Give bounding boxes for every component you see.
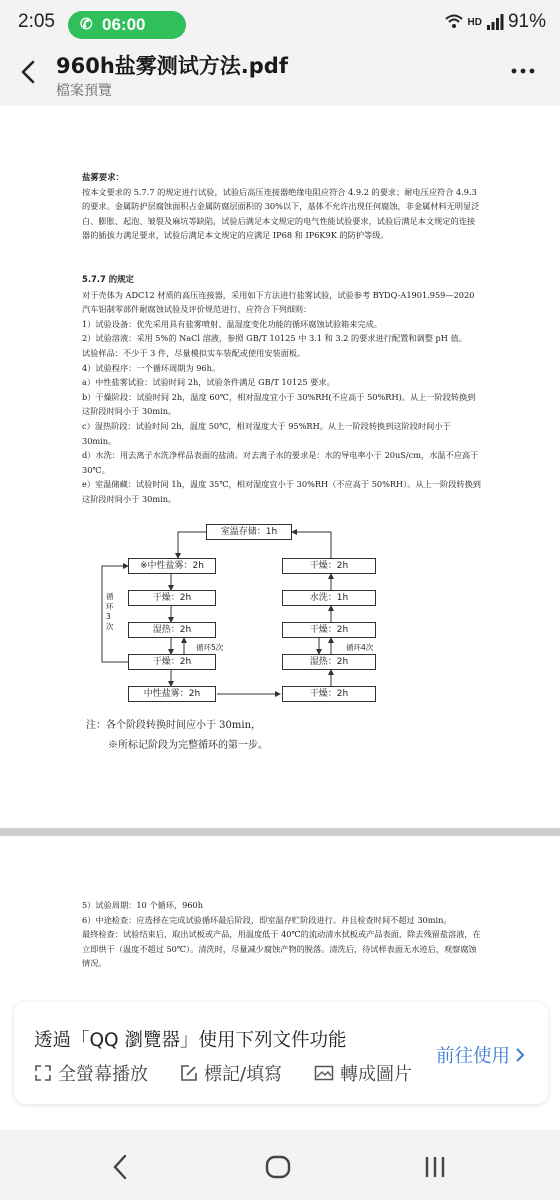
flow-step: 水洗：1h	[282, 590, 376, 606]
chevron-right-icon	[514, 1047, 526, 1063]
loop-label-3: 循 环 3 次	[106, 592, 114, 631]
doc-line: 对于壳体为 ADC12 材质的高压连接器，采用如下方法进行盐雾试验，试验参考 BYDQ-A1901.959—2020 汽车铝制零部件耐腐蚀试验及评价规范进行，应符合下列细则：	[82, 289, 475, 315]
flow-step: 中性盐雾：2h	[128, 686, 216, 702]
feature-label: 轉成圖片	[340, 1064, 412, 1085]
network-type: HD	[467, 16, 482, 28]
doc-line: b）干燥阶段：试验时间 2h，温度 60℃，相对湿度宜小于 30%RH(不应高于 50%RH)。从上一阶段转换到这阶段时间小于 30min。	[82, 391, 476, 417]
qq-browser-promo-banner[interactable]	[14, 1002, 548, 1104]
flow-step: 干燥：2h	[282, 558, 376, 574]
doc-line: 4）试验程序：一个循环周期为 96h。	[82, 362, 221, 373]
feature-to-image	[314, 1060, 412, 1086]
doc-line: 试验样品：不少于 3 件，尽量模拟实车装配或使用安装面板。	[82, 347, 306, 358]
fullscreen-icon	[34, 1064, 52, 1082]
document-page-1[interactable]	[0, 106, 560, 828]
doc-line: 5）试验周期：10 个循环，960h	[82, 900, 204, 910]
doc-line: 2）试验溶液：采用 5%的 NaCl 溶液，参照 GB/T 10125 中 3.1 和 3.2 的要求进行配置和调整 pH 值。	[82, 333, 467, 344]
system-nav-bar	[0, 1130, 560, 1200]
flow-step: 干燥：2h	[128, 654, 216, 670]
feature-annotate	[180, 1060, 282, 1086]
flow-step-room-storage: 室温存储：1h	[206, 524, 292, 540]
wifi-icon	[444, 14, 464, 30]
page-separator	[0, 828, 560, 836]
call-timer: 06:00	[102, 15, 146, 34]
signal-icon	[486, 14, 504, 30]
flow-step: 湿热：2h	[128, 622, 216, 638]
flow-step: ※中性盐雾：2h	[128, 558, 216, 574]
file-subtitle: 檔案預覽	[56, 83, 112, 99]
nav-recents-icon[interactable]	[420, 1152, 450, 1182]
section-heading: 盐雾要求：	[82, 172, 124, 182]
doc-line: d）水洗：用去离子水洗净样品表面的盐渍。对去离子水的要求是：水的导电率小于 20uS/cm，水温不应高于 30℃。	[82, 450, 479, 475]
section-paragraph: 按本文要求的 5.7.7 的规定进行试验，试验后高压连接器绝缘电阻应符合 4.9.2 的要求；耐电压应符合 4.9.3 的要求。金属防护层腐蚀面积占金属防腐层面积的 30%以下，基体不允许出现任何腐蚀，非金属材料无明显泛白、膨胀、起泡、皱裂及麻坑等缺陷，试验后满足本文规定的电气性能试验要求，试验后满足本文规定的连接器的插拔力满足要求，试验后满足本文规定的应满足 IP68 和 IP6K9K 的防护等级。	[82, 186, 480, 241]
nav-back-icon[interactable]	[106, 1152, 136, 1182]
more-options-icon[interactable]	[510, 66, 536, 76]
doc-line: 最终检查：试验结束后，取出试板或产品，用温度低于 40℃的流动清水拭板或产品表面，除去残留盐溶液，在立即烘干（温度不超过 50℃）。清洗时，尽量减少腐蚀产物的脱落。清洗后，待试样表面无水迹后，观察腐蚀情况。	[82, 929, 481, 969]
doc-line: 6）中途检查：应选择在完成试验循环最后阶段，即室温存贮阶段进行。并且检查时间不超过 30min。	[82, 914, 452, 925]
image-icon	[314, 1064, 334, 1082]
doc-line: 1）试验设备：优先采用具有盐雾喷射、温湿度变化功能的循环腐蚀试验箱来完成。	[82, 318, 382, 329]
app-bar	[0, 48, 560, 106]
back-arrow-icon[interactable]	[14, 54, 44, 90]
go-use-button[interactable]	[436, 1042, 526, 1068]
note-line: ※所标记阶段为完整循环的第一步。	[108, 740, 268, 751]
feature-fullscreen	[34, 1060, 148, 1086]
edit-icon	[180, 1064, 198, 1082]
loop-label-5: 循环5次	[196, 643, 224, 652]
go-use-label: 前往使用	[435, 1046, 510, 1067]
ongoing-call-pill[interactable]	[68, 11, 186, 39]
flow-step: 干燥：2h	[282, 622, 376, 638]
feature-label: 標記/填寫	[204, 1064, 283, 1085]
section-heading: 5.7.7 的规定	[82, 274, 134, 284]
nav-home-icon[interactable]	[263, 1152, 293, 1182]
clock: 2:05	[18, 11, 55, 32]
battery-level: 91%	[507, 11, 546, 32]
banner-title: 透過「QQ 瀏覽器」使用下列文件功能	[34, 1030, 347, 1051]
phone-icon: ✆	[80, 16, 93, 33]
flow-step: 湿热：2h	[282, 654, 376, 670]
file-title: 960h盐雾测试方法.pdf	[56, 54, 288, 78]
flowchart-connectors	[0, 106, 560, 828]
flow-step: 干燥：2h	[282, 686, 376, 702]
flow-step: 干燥：2h	[128, 590, 216, 606]
status-bar	[0, 0, 560, 48]
loop-label-4: 循环4次	[346, 643, 374, 652]
doc-line: c）湿热阶段：试验时间 2h，温度 50℃，相对湿度大于 95%RH。从上一阶段转换到这阶段时间小于 30min。	[82, 420, 451, 446]
section-period-inspection	[82, 898, 482, 971]
status-icons	[444, 11, 546, 33]
doc-line: e）室温储藏：试验时间 1h，温度 35℃，相对湿度宜小于 30%RH（不应高于 50%RH）。从上一阶段转换到这阶段时间小于 30min。	[82, 479, 481, 504]
note-line: 注：各个阶段转换时间应小于 30min，	[86, 720, 262, 731]
doc-line: a）中性盐雾试验：试验时间 2h，试验条件满足 GB/T 10125 要求。	[82, 377, 335, 388]
feature-label: 全螢幕播放	[58, 1064, 148, 1085]
